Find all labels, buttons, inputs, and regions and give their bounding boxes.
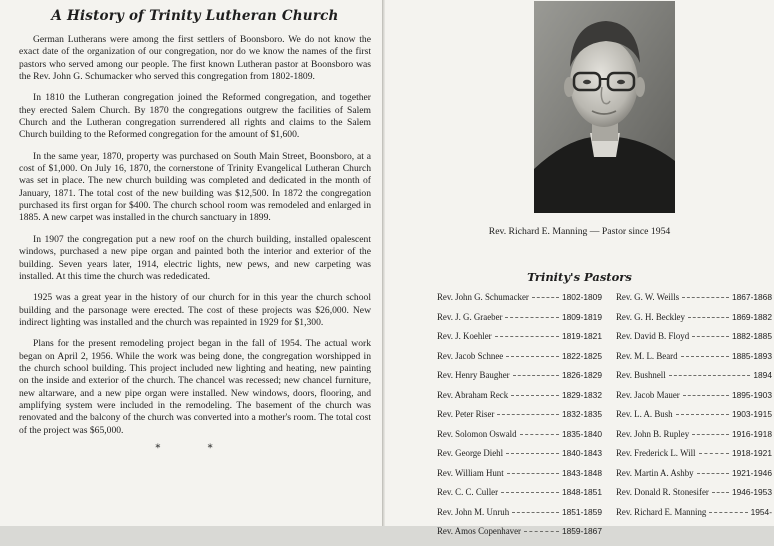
pastor-row: [616, 292, 772, 312]
pastor-row: [437, 429, 602, 449]
pastor-years: 1826-1829: [561, 370, 602, 380]
pastor-row: [437, 390, 602, 410]
history-paragraph-2: In 1810 the Lutheran congregation joined the Reformed congregation, and together they erected Salem Church. By 1870 the congregations outgrew the facilities of Salem Church and the Lutheran congregation surrendered all rights and claims to the Salem Church building to the Reformed congregation for the amount of $1,600.: [19, 92, 371, 141]
pastor-name: Rev. Donald R. Stonesifer: [616, 487, 709, 497]
pastor-years: 1946-1953: [731, 487, 772, 497]
pastor-name: Rev. Abraham Reck: [437, 389, 509, 400]
pastor-name: Rev. Amos Copenhaver: [437, 526, 521, 536]
leader-dots: [524, 531, 559, 532]
leader-dots: [682, 297, 729, 298]
pastor-years: 1802-1809: [561, 292, 602, 302]
pastor-name: Rev. William Hunt: [437, 467, 504, 478]
pastor-name: Rev. Martin A. Ashby: [616, 467, 694, 478]
history-paragraph-1: German Lutherans were among the first settlers of Boonsboro. We do not know the exact date of the organization of our congregation, nor do we know the names of the first pastors who served among our people. The first known Lutheran pastor at Boonsboro was the Rev. John G. Schumacker who served this congregation from 1802-1809.: [19, 34, 371, 83]
pastor-years: 1885-1893: [731, 350, 772, 361]
leader-dots: [712, 492, 729, 493]
pastor-name: Rev. John M. Unruh: [437, 506, 510, 517]
right-page: [385, 0, 774, 536]
pastor-row: [616, 331, 772, 351]
pastor-years: 1843-1848: [561, 467, 602, 478]
pastor-row: [616, 487, 772, 507]
pastor-years: 1848-1851: [561, 487, 602, 497]
pastor-name: Rev. Jacob Schnee: [437, 350, 504, 361]
leader-dots: [692, 434, 729, 435]
pastor-years: 1921-1946: [731, 467, 772, 478]
pastor-years: 1809-1819: [561, 311, 602, 322]
pastor-years: 1894: [753, 370, 772, 380]
pastor-name: Rev. Frederick L. Will: [616, 448, 696, 458]
leader-dots: [512, 512, 559, 513]
pastors-column-right: [616, 292, 772, 526]
pastor-row: [437, 409, 602, 429]
pastor-name: Rev. C. C. Culler: [437, 487, 499, 497]
pastor-name: Rev. Bushnell: [616, 370, 666, 380]
leader-dots: [506, 453, 559, 454]
leader-dots: [532, 297, 559, 298]
pastor-row: [437, 351, 602, 371]
pastor-row: [437, 526, 602, 546]
leader-dots: [497, 414, 559, 415]
pastor-years: 1903-1915: [731, 409, 772, 419]
pastor-years: 1882-1885: [731, 331, 772, 341]
pastor-row: [437, 370, 602, 390]
history-paragraph-6: Plans for the present remodeling project began in the fall of 1954. The actual work began on April 2, 1956. While the work was being done, the congregation worshipped in the church school building. This project included new lighting and heating, new painting on the inside and exterior of the church. The chancel was recessed; new chancel furniture, new altarware, and a new pipe organ were installed. New windows, doors, flooring, and amplifying system were included in the remodeling. The basement of the church was renovated and the balcony of the church was converted into a mother's room. The total cost of the project was $65,000.: [19, 338, 371, 436]
leader-dots: [688, 317, 729, 318]
pastor-years: 1851-1859: [561, 506, 602, 517]
leader-dots: [501, 492, 559, 493]
pastor-row: [437, 292, 602, 312]
pastor-name: Rev. David B. Floyd: [616, 331, 690, 341]
pastor-row: [616, 351, 772, 371]
pastor-years: 1869-1882: [731, 311, 772, 322]
pastor-row: [616, 468, 772, 488]
pastor-years: 1859-1867: [561, 526, 602, 536]
leader-dots: [513, 375, 559, 376]
pastor-row: [616, 507, 772, 527]
leader-dots: [495, 336, 559, 337]
pastor-name: Rev. G. H. Beckley: [616, 311, 685, 322]
pastors-column-left: [437, 292, 602, 546]
pastor-row: [616, 390, 772, 410]
pastor-years: 1895-1903: [731, 389, 772, 400]
pastor-years: 1916-1918: [731, 428, 772, 439]
pastor-row: [437, 331, 602, 351]
pastor-name: Rev. Peter Riser: [437, 409, 495, 419]
leader-dots: [697, 473, 729, 474]
leader-dots: [669, 375, 751, 376]
pastor-name: Rev. John G. Schumacker: [437, 292, 529, 302]
pastor-years: 1832-1835: [561, 409, 602, 419]
ornament-asterisks: * *: [155, 442, 235, 454]
leader-dots: [676, 414, 729, 415]
pastor-name: Rev. M. L. Beard: [616, 350, 678, 361]
pastor-name: Rev. L. A. Bush: [616, 409, 673, 419]
pastor-years: 1867-1868: [731, 292, 772, 302]
pastors-list-title: Trinity's Pastors: [527, 270, 632, 284]
leader-dots: [709, 512, 747, 513]
history-paragraph-3: In the same year, 1870, property was purchased on South Main Street, Boonsboro, at a cost of $1,000. On July 16, 1870, the cornerstone of Trinity Evangelical Lutheran Church was set in place. The new church building was completed and dedicated in the month of January, 1871. The total cost of the new building was $12,500. In 1872 the congregation purchased its first organ for $400. The church school room was remodeled and enlarged in 1885. A new carpet was installed in the church sanctuary in 1899.: [19, 150, 371, 224]
pastor-row: [437, 468, 602, 488]
pastor-name: Rev. J. G. Graeber: [437, 311, 503, 322]
leader-dots: [692, 336, 729, 337]
pastor-years: 1829-1832: [561, 389, 602, 400]
pastor-name: Rev. George Diehl: [437, 448, 504, 458]
leader-dots: [681, 356, 729, 357]
leader-dots: [520, 434, 559, 435]
pastor-row: [437, 507, 602, 527]
pastor-years: 1954-: [750, 506, 772, 517]
history-title: A History of Trinity Lutheran Church: [51, 8, 339, 24]
pastor-row: [437, 448, 602, 468]
pastor-portrait-photo: [534, 1, 675, 213]
pastor-portrait-image: [534, 1, 675, 213]
leader-dots: [683, 395, 729, 396]
photo-caption: Rev. Richard E. Manning — Pastor since 1954: [488, 226, 671, 237]
pastor-name: Rev. Richard E. Manning: [616, 506, 707, 517]
pastor-name: Rev. John B. Rupley: [616, 428, 690, 439]
left-page: [0, 0, 383, 526]
pastor-name: Rev. Jacob Mauer: [616, 389, 680, 400]
leader-dots: [505, 317, 558, 318]
pastor-years: 1835-1840: [561, 428, 602, 439]
pastor-years: 1840-1843: [561, 448, 602, 458]
pastor-years: 1822-1825: [561, 350, 602, 361]
pastor-row: [437, 487, 602, 507]
leader-dots: [511, 395, 559, 396]
pastor-row: [616, 370, 772, 390]
history-paragraph-5: 1925 was a great year in the history of our church for in this year the church school building and the parsonage were erected. The cost of these projects was $26,000. New indirect lighting was installed and the church was repainted in 1929 for $1,300.: [19, 292, 371, 328]
pastor-name: Rev. Henry Baugher: [437, 370, 510, 380]
leader-dots: [507, 473, 559, 474]
pastor-row: [616, 409, 772, 429]
pastor-years: 1918-1921: [731, 448, 772, 458]
pastor-name: Rev. Solomon Oswald: [437, 428, 517, 439]
pastor-row: [616, 429, 772, 449]
pastor-row: [437, 312, 602, 332]
pastor-name: Rev. G. W. Weills: [616, 292, 680, 302]
pastor-row: [616, 448, 772, 468]
pastor-name: Rev. J. Koehler: [437, 331, 492, 341]
pastor-row: [616, 312, 772, 332]
pastor-years: 1819-1821: [561, 331, 602, 341]
leader-dots: [506, 356, 559, 357]
leader-dots: [699, 453, 729, 454]
history-paragraph-4: In 1907 the congregation put a new roof on the church building, installed opalescent windows, purchased a new pipe organ and painted both the interior and exterior of the building. Seven years later, 1914, electric lights, new pews, and new carpeting was installed. At this time the church was rededicated.: [19, 233, 371, 282]
